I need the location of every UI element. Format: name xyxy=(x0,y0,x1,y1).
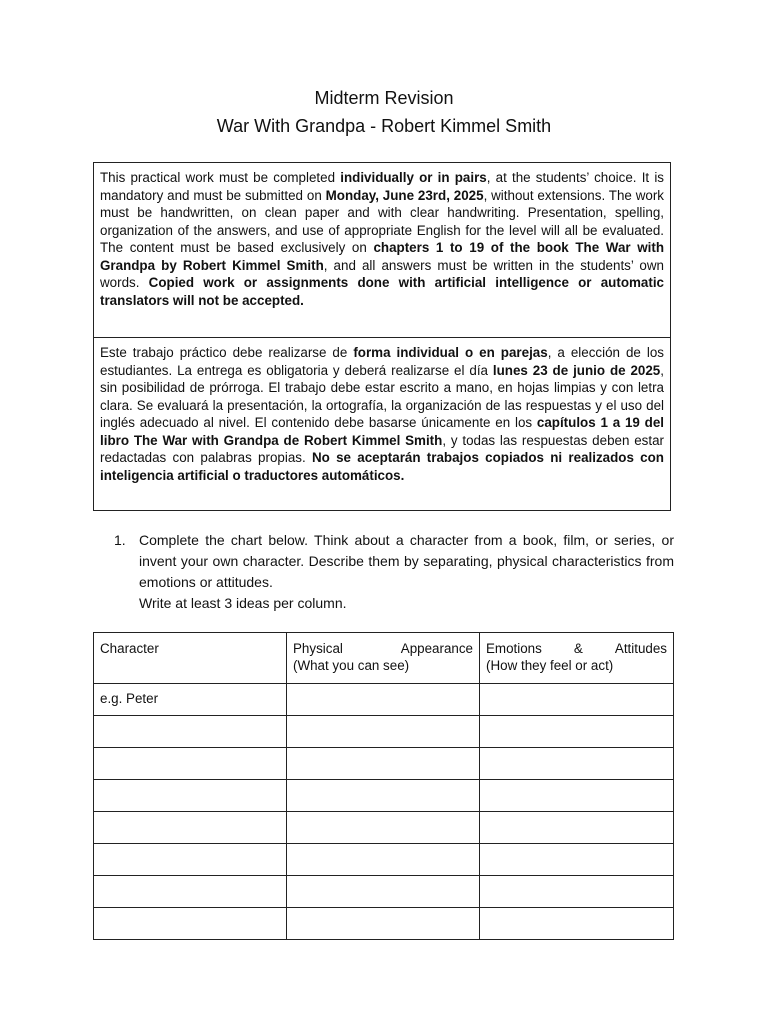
instructions-spanish xyxy=(93,337,671,511)
chart-cell-physical[interactable] xyxy=(287,876,480,908)
chart-cell-character[interactable] xyxy=(94,748,287,780)
table-row xyxy=(94,844,674,876)
instr-en-bold-4: Copied work or assignments done with artificial intelligence or automatic translators will not be accepted. xyxy=(100,275,664,308)
chart-cell-character[interactable] xyxy=(94,876,287,908)
instr-en-text-2: , at the students’ choice. It is mandatory and must be submitted on xyxy=(100,170,664,203)
chart-cell-character[interactable] xyxy=(94,908,287,940)
instr-es-text-2: , a elección de los estudiantes. La entrega es obligatoria y deberá realizarse el día xyxy=(100,345,664,378)
instr-es-text-3: , sin posibilidad de prórroga. El trabajo debe estar escrito a mano, en hojas limpias y con letra clara. Se evaluará la presentación, la ortografía, la organización de las respuestas y el uso del inglés adecuado al nivel. El contenido debe basarse únicamente en los xyxy=(100,362,664,430)
instr-en-bold-3: chapters 1 to 19 of the book The War with Grandpa by Robert Kimmel Smith xyxy=(100,240,665,273)
chart-cell-character[interactable] xyxy=(94,684,287,716)
table-row xyxy=(94,716,674,748)
task-extra: Write at least 3 ideas per column. xyxy=(139,595,347,611)
header-appearance-word: Appearance xyxy=(400,641,473,656)
chart-cell-character[interactable] xyxy=(94,780,287,812)
instr-es-bold-1: forma individual o en parejas xyxy=(353,345,548,360)
instructions-english xyxy=(93,162,671,338)
chart-cell-physical[interactable] xyxy=(287,780,480,812)
instr-es-bold-4: No se aceptarán trabajos copiados ni realizados con inteligencia artificial o traductores automáticos. xyxy=(100,450,664,483)
header-character xyxy=(94,633,287,684)
example-character: e.g. Peter xyxy=(100,691,159,706)
chart-cell-emotions[interactable] xyxy=(480,812,674,844)
instr-en-bold-2: Monday, June 23rd, 2025 xyxy=(325,187,484,203)
header-emotions-word: Emotions xyxy=(486,641,542,656)
table-row xyxy=(94,876,674,908)
character-chart xyxy=(93,632,674,940)
instr-en-text-4: , and all answers must be written in the students’ own words. xyxy=(100,257,664,290)
chart-cell-physical[interactable] xyxy=(287,748,480,780)
task-text: Complete the chart below. Think about a character from a book, film, or series, or invent your own character. Describe them by separating, physical characteristics from emotions or attitudes. xyxy=(139,532,674,590)
instr-es-text-4: , y todas las respuestas deben estar redactadas con palabras propias. xyxy=(100,432,664,465)
task-1 xyxy=(114,530,674,614)
page-title: Midterm Revision xyxy=(314,88,454,108)
header-ampersand: & xyxy=(573,641,583,656)
instr-en-bold-1: individually or in pairs xyxy=(340,170,487,185)
table-row xyxy=(94,780,674,812)
chart-cell-physical[interactable] xyxy=(287,684,480,716)
chart-cell-emotions[interactable] xyxy=(480,716,674,748)
chart-cell-emotions[interactable] xyxy=(480,684,674,716)
header-character-label: Character xyxy=(100,641,159,656)
table-row xyxy=(94,812,674,844)
task-number: 1. xyxy=(114,532,126,548)
chart-cell-physical[interactable] xyxy=(287,716,480,748)
table-row xyxy=(94,908,674,940)
instr-en-text-3: , without extensions. The work must be handwritten, on clean paper and with clear handwriting. Presentation, spelling, organization of the answers, and use of appropriate English for the level will all be evaluated. The content must be based exclusively on xyxy=(100,187,664,255)
chart-cell-emotions[interactable] xyxy=(480,876,674,908)
chart-cell-emotions[interactable] xyxy=(480,844,674,876)
chart-cell-physical[interactable] xyxy=(287,844,480,876)
chart-cell-physical[interactable] xyxy=(287,908,480,940)
table-row xyxy=(94,748,674,780)
instr-es-bold-3: capítulos 1 a 19 del libro The War with Grandpa de Robert Kimmel Smith xyxy=(100,415,664,448)
header-attitudes-word: Attitudes xyxy=(614,641,667,656)
chart-cell-emotions[interactable] xyxy=(480,908,674,940)
header-physical-appearance xyxy=(287,633,480,684)
instr-en-text-1: This practical work must be completed xyxy=(100,170,341,185)
chart-cell-emotions[interactable] xyxy=(480,780,674,812)
chart-cell-character[interactable] xyxy=(94,716,287,748)
header-physical-sub: (What you can see) xyxy=(293,658,410,673)
table-row xyxy=(94,684,674,716)
chart-cell-physical[interactable] xyxy=(287,812,480,844)
instr-es-bold-2: lunes 23 de junio de 2025 xyxy=(492,362,661,378)
instr-es-text-1: Este trabajo práctico debe realizarse de xyxy=(100,345,354,360)
chart-header-row xyxy=(94,633,674,684)
header-emotions-sub: (How they feel or act) xyxy=(486,658,614,673)
header-physical-word: Physical xyxy=(293,641,343,656)
chart-cell-character[interactable] xyxy=(94,812,287,844)
page-subtitle: War With Grandpa - Robert Kimmel Smith xyxy=(216,116,552,136)
chart-cell-character[interactable] xyxy=(94,844,287,876)
chart-cell-emotions[interactable] xyxy=(480,748,674,780)
header-emotions-attitudes xyxy=(480,633,674,684)
